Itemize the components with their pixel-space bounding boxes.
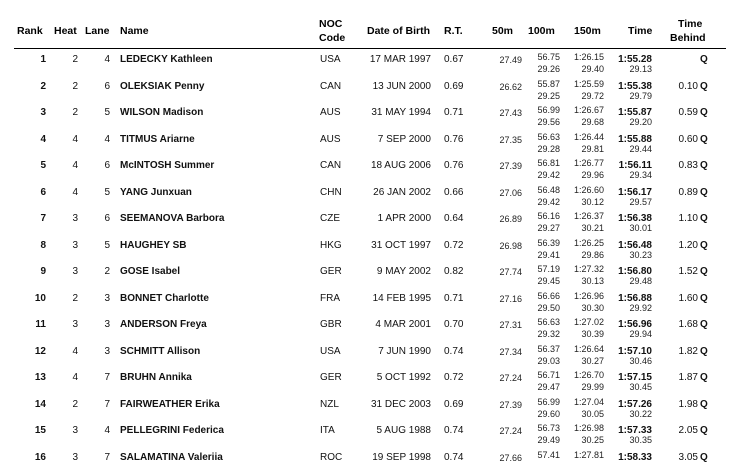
cell-rank: 9: [20, 266, 46, 278]
cell-heat: 4: [58, 372, 78, 384]
cell-noc: ROC: [320, 452, 342, 464]
cell-sp100: 29.27: [520, 222, 560, 234]
cell-rt: 0.74: [444, 452, 463, 464]
cell-noc: AUS: [320, 107, 341, 119]
cell-behind: 3.05: [658, 452, 698, 464]
cell-behind: 1.87: [658, 372, 698, 384]
cell-spf: 29.20: [608, 116, 652, 128]
cell-s100: 56.99: [520, 396, 560, 408]
cell-rank: 14: [20, 399, 46, 411]
cell-name: McINTOSH Summer: [120, 160, 214, 172]
cell-lane: 2: [90, 266, 110, 278]
cell-noc: ITA: [320, 425, 335, 437]
cell-spf: 30.35: [608, 434, 652, 446]
cell-behind: 0.60: [658, 134, 698, 146]
cell-sp100: 29.32: [520, 328, 560, 340]
cell-q: Q: [700, 54, 708, 66]
cell-s100: 56.71: [520, 369, 560, 381]
cell-noc: CZE: [320, 213, 340, 225]
cell-lane: 4: [90, 134, 110, 146]
cell-dob: 31 DEC 2003: [360, 399, 431, 411]
cell-noc: CHN: [320, 187, 342, 199]
cell-sp100: 29.41: [520, 249, 560, 261]
cell-sp150: 29.81: [562, 143, 604, 155]
cell-behind: 0.89: [658, 187, 698, 199]
cell-noc: GBR: [320, 319, 342, 331]
cell-sp150: 30.21: [562, 222, 604, 234]
cell-name: ANDERSON Freya: [120, 319, 207, 331]
cell-heat: 4: [58, 134, 78, 146]
cell-s100: 56.16: [520, 210, 560, 222]
cell-time: 1:56.17: [608, 187, 652, 199]
cell-dob: 4 MAR 2001: [360, 319, 431, 331]
cell-dob: 5 AUG 1988: [360, 425, 431, 437]
cell-name: OLEKSIAK Penny: [120, 81, 204, 93]
cell-noc: HKG: [320, 240, 342, 252]
cell-rank: 12: [20, 346, 46, 358]
cell-dob: 5 OCT 1992: [360, 372, 431, 384]
cell-q: Q: [700, 213, 708, 225]
cell-name: SEEMANOVA Barbora: [120, 213, 224, 225]
cell-name: BONNET Charlotte: [120, 293, 209, 305]
cell-spf: 29.92: [608, 302, 652, 314]
cell-dob: 31 OCT 1997: [360, 240, 431, 252]
cell-behind: 1.10: [658, 213, 698, 225]
cell-s150: 1:26.37: [562, 210, 604, 222]
cell-s50: 27.39: [482, 399, 522, 411]
cell-rank: 11: [20, 319, 46, 331]
cell-sp150: 30.05: [562, 408, 604, 420]
cell-sp150: 29.86: [562, 249, 604, 261]
cell-heat: 4: [58, 187, 78, 199]
cell-heat: 3: [58, 240, 78, 252]
cell-q: Q: [700, 399, 708, 411]
cell-sp150: 30.27: [562, 355, 604, 367]
cell-s150: 1:26.15: [562, 51, 604, 63]
cell-lane: 3: [90, 319, 110, 331]
results-header: [0, 0, 738, 48]
cell-heat: 3: [58, 213, 78, 225]
cell-s50: 27.66: [482, 452, 522, 464]
col-behind-2: Behind: [670, 32, 706, 45]
table-row: [0, 103, 738, 130]
table-row: [0, 421, 738, 448]
table-row: [0, 156, 738, 183]
cell-rt: 0.76: [444, 160, 463, 172]
cell-rank: 5: [20, 160, 46, 172]
cell-s50: 27.49: [482, 54, 522, 66]
cell-s100: 56.39: [520, 237, 560, 249]
cell-spf: 30.22: [608, 408, 652, 420]
cell-rt: 0.71: [444, 293, 463, 305]
cell-lane: 6: [90, 81, 110, 93]
cell-sp150: 29.68: [562, 116, 604, 128]
cell-dob: 26 JAN 2002: [360, 187, 431, 199]
cell-rank: 8: [20, 240, 46, 252]
cell-name: SALAMATINA Valeriia: [120, 452, 223, 464]
cell-s150: 1:26.64: [562, 343, 604, 355]
cell-heat: 2: [58, 54, 78, 66]
cell-heat: 3: [58, 266, 78, 278]
cell-spf: 29.79: [608, 90, 652, 102]
cell-s100: 57.41: [520, 449, 560, 461]
cell-heat: 4: [58, 346, 78, 358]
cell-sp150: 29.96: [562, 169, 604, 181]
cell-s150: 1:26.60: [562, 184, 604, 196]
cell-name: FAIRWEATHER Erika: [120, 399, 220, 411]
cell-behind: 1.82: [658, 346, 698, 358]
cell-sp100: 29.03: [520, 355, 560, 367]
table-row: [0, 236, 738, 263]
cell-s50: 27.35: [482, 134, 522, 146]
cell-s50: 27.06: [482, 187, 522, 199]
cell-name: WILSON Madison: [120, 107, 203, 119]
cell-sp150: 30.12: [562, 196, 604, 208]
cell-noc: USA: [320, 54, 341, 66]
table-row: [0, 448, 738, 474]
cell-rt: 0.69: [444, 399, 463, 411]
cell-dob: 17 MAR 1997: [360, 54, 431, 66]
cell-rank: 15: [20, 425, 46, 437]
cell-q: Q: [700, 293, 708, 305]
cell-s50: 27.74: [482, 266, 522, 278]
cell-spf: 29.57: [608, 196, 652, 208]
cell-q: Q: [700, 134, 708, 146]
cell-q: Q: [700, 160, 708, 172]
table-row: [0, 342, 738, 369]
cell-noc: GER: [320, 266, 342, 278]
cell-time: 1:56.88: [608, 293, 652, 305]
cell-s100: 56.63: [520, 131, 560, 143]
cell-rank: 6: [20, 187, 46, 199]
cell-rt: 0.66: [444, 187, 463, 199]
cell-behind: 0.83: [658, 160, 698, 172]
cell-sp100: 29.25: [520, 90, 560, 102]
cell-rank: 3: [20, 107, 46, 119]
cell-sp150: 30.25: [562, 434, 604, 446]
cell-time: 1:57.33: [608, 425, 652, 437]
cell-q: Q: [700, 240, 708, 252]
table-row: [0, 50, 738, 77]
cell-noc: NZL: [320, 399, 339, 411]
cell-spf: 29.94: [608, 328, 652, 340]
cell-sp100: 29.47: [520, 381, 560, 393]
cell-rt: 0.72: [444, 240, 463, 252]
cell-rt: 0.69: [444, 81, 463, 93]
cell-q: Q: [700, 319, 708, 331]
cell-s150: 1:26.25: [562, 237, 604, 249]
col-lane: Lane: [85, 25, 110, 38]
cell-dob: 7 SEP 2000: [360, 134, 431, 146]
table-row: [0, 77, 738, 104]
cell-lane: 7: [90, 372, 110, 384]
cell-name: LEDECKY Kathleen: [120, 54, 213, 66]
cell-s50: 27.24: [482, 372, 522, 384]
cell-dob: 9 MAY 2002: [360, 266, 431, 278]
cell-time: 1:56.48: [608, 240, 652, 252]
cell-s150: 1:26.77: [562, 157, 604, 169]
cell-time: 1:55.38: [608, 81, 652, 93]
cell-rank: 16: [20, 452, 46, 464]
cell-time: 1:56.80: [608, 266, 652, 278]
cell-s100: 56.81: [520, 157, 560, 169]
cell-heat: 2: [58, 293, 78, 305]
col-150m: 150m: [574, 25, 601, 38]
cell-noc: FRA: [320, 293, 340, 305]
cell-rank: 10: [20, 293, 46, 305]
cell-name: YANG Junxuan: [120, 187, 192, 199]
cell-heat: 4: [58, 160, 78, 172]
table-row: [0, 315, 738, 342]
cell-s50: 27.24: [482, 425, 522, 437]
cell-lane: 3: [90, 293, 110, 305]
cell-s150: 1:27.32: [562, 263, 604, 275]
cell-lane: 4: [90, 54, 110, 66]
cell-s50: 26.89: [482, 213, 522, 225]
cell-sp150: 29.72: [562, 90, 604, 102]
cell-sp100: 29.26: [520, 63, 560, 75]
cell-lane: 5: [90, 187, 110, 199]
cell-heat: 3: [58, 452, 78, 464]
col-noc-code: Code: [319, 32, 345, 45]
cell-s100: 56.37: [520, 343, 560, 355]
cell-time: 1:56.11: [608, 160, 652, 172]
cell-dob: 7 JUN 1990: [360, 346, 431, 358]
cell-s50: 27.16: [482, 293, 522, 305]
cell-sp100: 29.49: [520, 434, 560, 446]
cell-lane: 6: [90, 160, 110, 172]
cell-behind: 1.68: [658, 319, 698, 331]
cell-time: 1:56.96: [608, 319, 652, 331]
table-row: [0, 262, 738, 289]
cell-s150: 1:26.44: [562, 131, 604, 143]
cell-behind: 0.10: [658, 81, 698, 93]
col-rt: R.T.: [444, 25, 463, 38]
cell-s100: 56.66: [520, 290, 560, 302]
cell-name: SCHMITT Allison: [120, 346, 200, 358]
cell-heat: 2: [58, 399, 78, 411]
cell-spf: 29.48: [608, 275, 652, 287]
cell-time: 1:56.38: [608, 213, 652, 225]
cell-heat: 2: [58, 81, 78, 93]
cell-s150: 1:25.59: [562, 78, 604, 90]
cell-dob: 19 SEP 1998: [360, 452, 431, 464]
cell-lane: 5: [90, 240, 110, 252]
col-time: Time: [628, 25, 652, 38]
cell-sp100: 29.56: [520, 116, 560, 128]
cell-spf: 30.45: [608, 381, 652, 393]
cell-behind: 1.98: [658, 399, 698, 411]
cell-rt: 0.71: [444, 107, 463, 119]
cell-heat: 3: [58, 319, 78, 331]
table-row: [0, 209, 738, 236]
col-100m: 100m: [528, 25, 555, 38]
cell-lane: 6: [90, 213, 110, 225]
cell-spf: 30.01: [608, 222, 652, 234]
table-row: [0, 368, 738, 395]
cell-spf: 29.44: [608, 143, 652, 155]
cell-name: HAUGHEY SB: [120, 240, 187, 252]
cell-s50: 27.31: [482, 319, 522, 331]
cell-behind: 1.52: [658, 266, 698, 278]
cell-s150: 1:27.81: [562, 449, 604, 461]
cell-s100: 56.75: [520, 51, 560, 63]
cell-rt: 0.70: [444, 319, 463, 331]
cell-noc: CAN: [320, 160, 341, 172]
cell-rt: 0.82: [444, 266, 463, 278]
cell-s50: 27.34: [482, 346, 522, 358]
cell-q: Q: [700, 425, 708, 437]
cell-rank: 4: [20, 134, 46, 146]
cell-time: 1:55.28: [608, 54, 652, 66]
cell-s100: 55.87: [520, 78, 560, 90]
cell-sp150: 30.13: [562, 275, 604, 287]
cell-s50: 26.62: [482, 81, 522, 93]
cell-sp100: 29.45: [520, 275, 560, 287]
cell-dob: 1 APR 2000: [360, 213, 431, 225]
cell-behind: 1.60: [658, 293, 698, 305]
cell-time: 1:55.87: [608, 107, 652, 119]
cell-behind: 1.20: [658, 240, 698, 252]
col-behind: Time: [678, 18, 702, 31]
col-name: Name: [120, 25, 149, 38]
cell-time: 1:55.88: [608, 134, 652, 146]
cell-s150: 1:26.70: [562, 369, 604, 381]
cell-q: Q: [700, 81, 708, 93]
cell-name: BRUHN Annika: [120, 372, 192, 384]
cell-rank: 13: [20, 372, 46, 384]
cell-q: Q: [700, 452, 708, 464]
table-row: [0, 395, 738, 422]
col-50m: 50m: [492, 25, 513, 38]
cell-rt: 0.64: [444, 213, 463, 225]
cell-name: PELLEGRINI Federica: [120, 425, 224, 437]
cell-name: TITMUS Ariarne: [120, 134, 195, 146]
table-row: [0, 183, 738, 210]
cell-s50: 27.43: [482, 107, 522, 119]
col-noc: NOC: [319, 18, 342, 31]
cell-q: Q: [700, 372, 708, 384]
cell-s150: 1:26.96: [562, 290, 604, 302]
cell-lane: 5: [90, 107, 110, 119]
col-heat: Heat: [54, 25, 77, 38]
cell-s50: 27.39: [482, 160, 522, 172]
cell-heat: 2: [58, 107, 78, 119]
cell-dob: 18 AUG 2006: [360, 160, 431, 172]
cell-heat: 3: [58, 425, 78, 437]
cell-q: Q: [700, 346, 708, 358]
cell-dob: 13 JUN 2000: [360, 81, 431, 93]
cell-sp150: 29.99: [562, 381, 604, 393]
cell-sp100: 29.42: [520, 196, 560, 208]
cell-time: 1:58.33: [608, 452, 652, 464]
header-rule: [14, 48, 726, 49]
cell-lane: 3: [90, 346, 110, 358]
col-rank: Rank: [17, 25, 43, 38]
cell-rank: 7: [20, 213, 46, 225]
cell-spf: 30.23: [608, 249, 652, 261]
cell-time: 1:57.10: [608, 346, 652, 358]
cell-sp100: 29.60: [520, 408, 560, 420]
cell-s150: 1:27.04: [562, 396, 604, 408]
cell-rt: 0.74: [444, 425, 463, 437]
cell-name: GOSE Isabel: [120, 266, 180, 278]
cell-lane: 7: [90, 452, 110, 464]
cell-rt: 0.72: [444, 372, 463, 384]
cell-s100: 56.63: [520, 316, 560, 328]
cell-dob: 31 MAY 1994: [360, 107, 431, 119]
cell-s100: 56.73: [520, 422, 560, 434]
table-row: [0, 289, 738, 316]
cell-s150: 1:26.67: [562, 104, 604, 116]
cell-sp150: 30.39: [562, 328, 604, 340]
cell-lane: 7: [90, 399, 110, 411]
cell-q: Q: [700, 187, 708, 199]
cell-sp100: 29.50: [520, 302, 560, 314]
cell-s100: 56.99: [520, 104, 560, 116]
table-row: [0, 130, 738, 157]
cell-sp150: 30.30: [562, 302, 604, 314]
cell-behind: 2.05: [658, 425, 698, 437]
cell-s100: 57.19: [520, 263, 560, 275]
cell-rank: 2: [20, 81, 46, 93]
cell-s100: 56.48: [520, 184, 560, 196]
cell-noc: AUS: [320, 134, 341, 146]
cell-sp150: 29.40: [562, 63, 604, 75]
cell-behind: 0.59: [658, 107, 698, 119]
cell-q: Q: [700, 107, 708, 119]
cell-noc: CAN: [320, 81, 341, 93]
cell-s50: 26.98: [482, 240, 522, 252]
cell-sp100: 29.28: [520, 143, 560, 155]
cell-time: 1:57.26: [608, 399, 652, 411]
col-dob: Date of Birth: [367, 25, 430, 38]
cell-rank: 1: [20, 54, 46, 66]
cell-rt: 0.74: [444, 346, 463, 358]
cell-lane: 4: [90, 425, 110, 437]
cell-q: Q: [700, 266, 708, 278]
cell-sp100: 29.42: [520, 169, 560, 181]
cell-noc: GER: [320, 372, 342, 384]
cell-spf: 29.34: [608, 169, 652, 181]
cell-noc: USA: [320, 346, 341, 358]
cell-s150: 1:27.02: [562, 316, 604, 328]
cell-spf: 29.13: [608, 63, 652, 75]
cell-spf: 30.46: [608, 355, 652, 367]
cell-time: 1:57.15: [608, 372, 652, 384]
cell-dob: 14 FEB 1995: [360, 293, 431, 305]
cell-s150: 1:26.98: [562, 422, 604, 434]
cell-rt: 0.76: [444, 134, 463, 146]
cell-rt: 0.67: [444, 54, 463, 66]
